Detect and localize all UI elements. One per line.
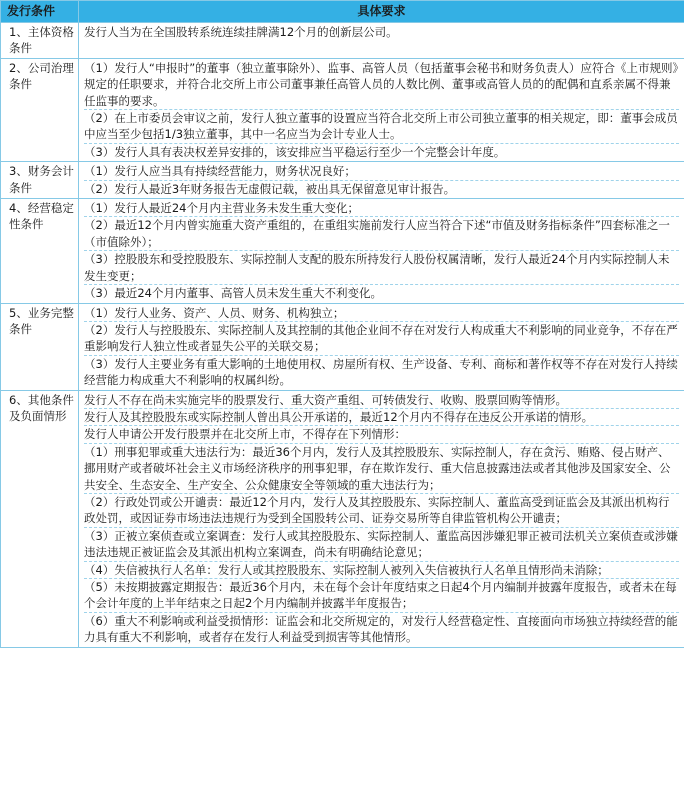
requirement-item: （2）在上市委员会审议之前，发行人独立董事的设置应当符合北交所上市公司独立董事的相关规定，即：董事会成员中应当至少包括1/3独立董事，其中一名应当为会计专业人士。 [84,111,678,142]
requirement-item: （3）发行人主要业务有重大影响的土地使用权、房屋所有权、生产设备、专利、商标和著作权等不存在对发行人持续经营能力构成重大不利影响的权属纠纷。 [84,356,678,388]
requirement-item: （3）发行人具有表决权差异安排的，该安排应当平稳运行至少一个完整会计年度。 [84,143,679,160]
table-row-business-integrity [1,303,684,390]
table-body [1,23,684,648]
requirements-cell [79,162,684,199]
requirements-cell [79,23,684,59]
requirement-item: （3）控股股东和受控股股东、实际控制人支配的股东所持发行人股份权属清晰，发行人最近24个月内实际控制人未发生变更； [84,250,679,284]
requirement-item: （3）最近24个月内董事、高管人员未发生重大不利变化。 [84,284,679,301]
table-row-financial-accounting [1,162,684,199]
requirement-item: 发行人不存在尚未实施完毕的股票发行、重大资产重组、可转债发行、收购、股票回购等情形。 [84,392,567,407]
requirement-item: （2）行政处罚或公开谴责：最近12个月内，发行人及其控股股东、实际控制人、董监高受到证监会及其派出机构行政处罚，或因证券市场违法违规行为受到全国股转公司、证券交易所等自律监管机构公开谴责； [84,493,679,527]
table-row-other-conditions [1,390,684,647]
requirements-cell [79,303,684,390]
requirement-item: （1）发行人应当具有持续经营能力，财务状况良好； [84,164,356,179]
header-requirements: 具体要求 [79,1,684,23]
requirement-item: （1）发行人“申报时”的董事（独立董事除外）、监事、高管人员（包括董事会秘书和财务负责人）应符合《上市规则》规定的任职要求，并符合北交所上市公司董事兼任高管人员的人数比例、董事或高管人员的的配偶和直系亲属不得兼任监事的要求。 [84,60,679,108]
header-row [1,1,684,23]
condition-cell: 5、业务完整条件 [1,303,79,390]
requirement-item: （4）失信被执行人名单：发行人或其控股股东、实际控制人被列入失信被执行人名单且情形尚未消除； [84,561,679,578]
requirements-cell [79,199,684,303]
requirement-item: 发行人及其控股股东或实际控制人曾出具公开承诺的，最近12个月内不得存在违反公开承诺的情形。 [84,408,679,425]
requirement-item: （1）发行人最近24个月内主营业务未发生重大变化； [84,201,359,216]
requirement-item: （6）重大不利影响或利益受损情形：证监会和北交所规定的，对发行人经营稳定性、直接面向市场独立持续经营的能力具有重大不利影响，或者存在发行人利益受到损害等其他情形。 [84,613,678,645]
requirement-item: （2）发行人与控股股东、实际控制人及其控制的其他企业间不存在对发行人构成重大不利影响的同业竞争，不存在严重影响发行人独立性或者显失公平的关联交易； [84,322,678,354]
table-header [1,1,684,23]
requirement-item: （1）发行人业务、资产、人员、财务、机构独立； [84,305,345,320]
condition-cell: 1、主体资格条件 [1,23,79,59]
condition-cell: 2、公司治理条件 [1,58,79,161]
condition-cell: 6、其他条件及负面情形 [1,390,79,647]
requirements-cell [79,390,684,647]
requirement-item: （3）正被立案侦查或立案调查：发行人或其控股股东、实际控制人、董监高因涉嫌犯罪正被司法机关立案侦查或涉嫌违法违规正被证监会及其派出机构立案调查，尚未有明确结论意见； [84,528,678,560]
table-row-subject-qualification [1,23,684,59]
condition-cell: 4、经营稳定性条件 [1,199,79,303]
requirement-item: （2）发行人最近3年财务报告无虚假记载，被出具无保留意见审计报告。 [84,180,679,197]
table-row-operational-stability [1,199,684,303]
requirement-item: （2）最近12个月内曾实施重大资产重组的，在重组实施前发行人应当符合下述“市值及财务指标条件”四套标准之一（市值除外）； [84,216,679,250]
table-row-corporate-governance [1,58,684,161]
header-condition: 发行条件 [1,1,79,23]
condition-cell: 3、财务会计条件 [1,162,79,199]
requirement-item: 发行人申请公开发行股票并在北交所上市，不得存在下列情形： [84,425,679,442]
requirement-item: 发行人当为在全国股转系统连续挂牌满12个月的创新层公司。 [84,25,398,39]
requirement-item: （1）刑事犯罪或重大违法行为：最近36个月内，发行人及其控股股东、实际控制人，存在贪污、贿赂、侵占财产、挪用财产或者破坏社会主义市场经济秩序的刑事犯罪，存在欺诈发行、重大信息披露违法或者其他涉及国家安全、公共安全、生态安全、生产安全、公众健康安全等领域的重大违法行为； [84,443,679,493]
requirement-item: （5）未按期披露定期报告：最近36个月内，未在每个会计年度结束之日起4个月内编制并披露年度报告，或者未在每个会计年度的上半年结束之日起2个月内编制并披露半年度报告； [84,578,679,612]
requirements-cell [79,58,684,161]
